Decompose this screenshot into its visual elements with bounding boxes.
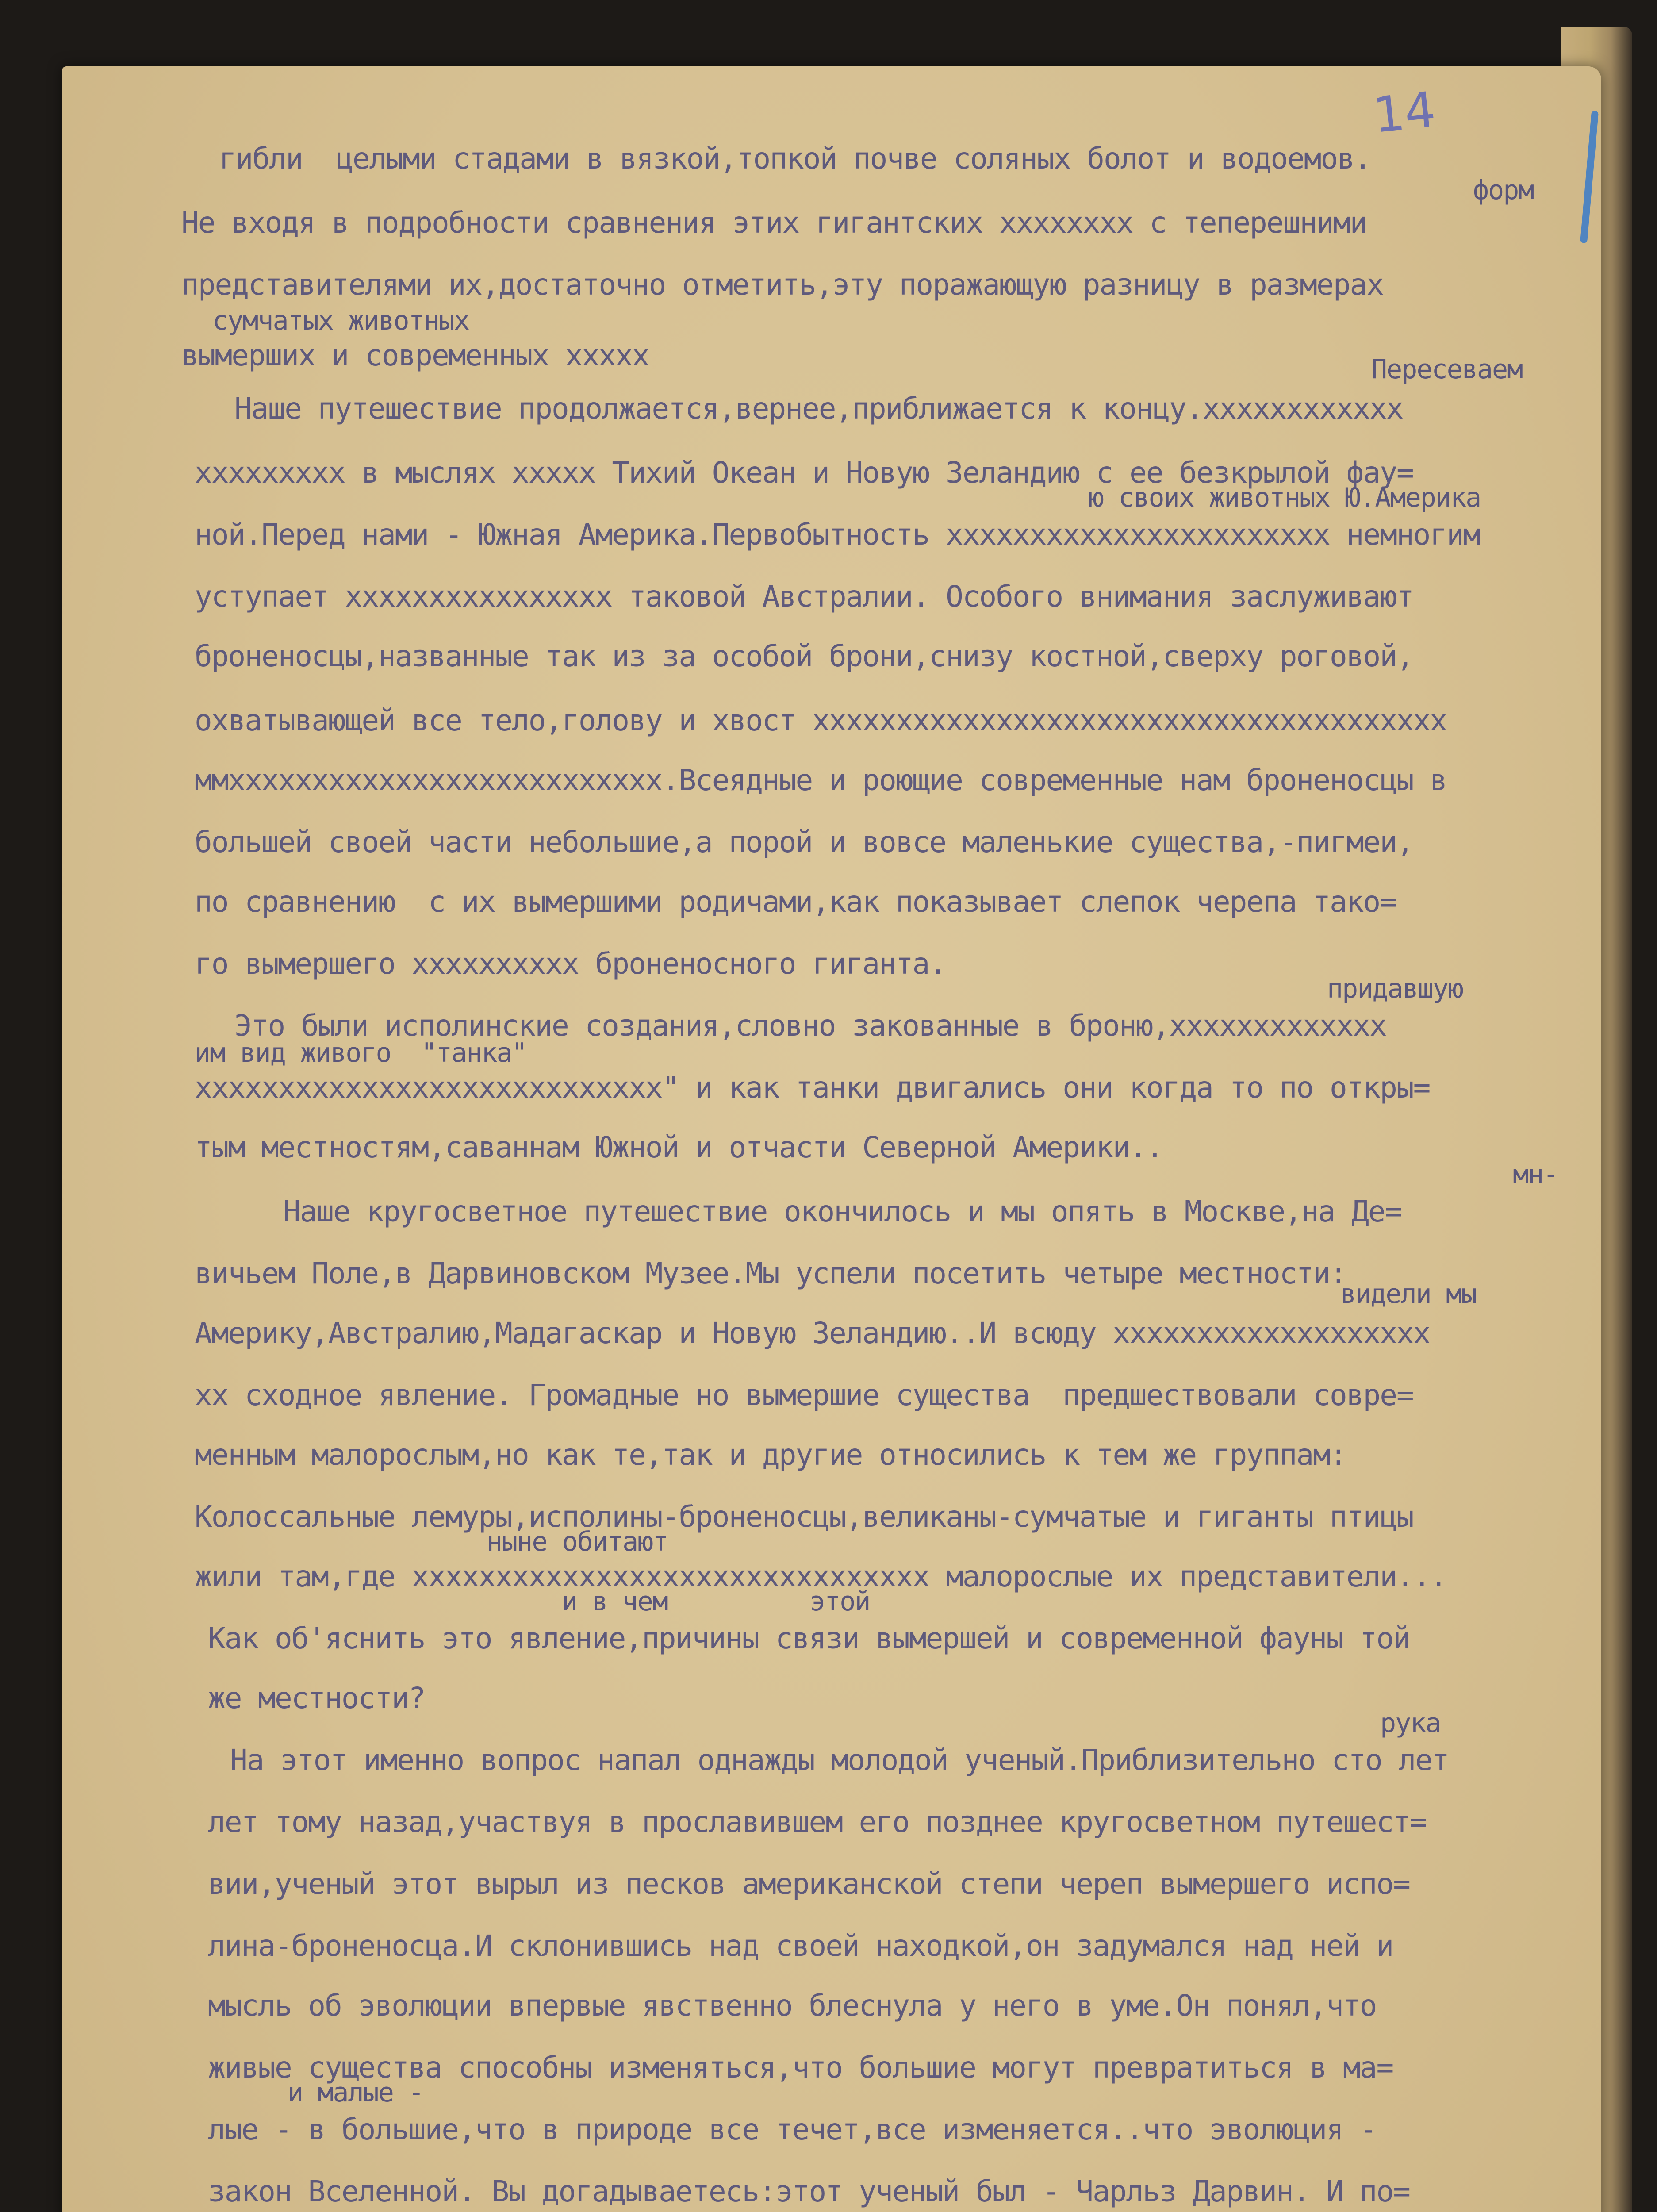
text-line: вичьем Поле,в Дарвиновском Музее.Мы успели посетить четыре местности: — [195, 1256, 1346, 1290]
text-line: Америку,Австралию,Мадагаскар и Новую Зеландию..И всюду ххххххххххххххххххх — [195, 1316, 1430, 1350]
text-line: ммхххххххххххххххххххххххххх.Всеядные и роющие современные нам броненосцы в — [195, 763, 1447, 797]
text-line: закон Вселенной. Вы догадываетесь:этот ученый был - Чарльз Дарвин. И по= — [208, 2174, 1410, 2208]
text-line: броненосцы,названные так из за особой брони,снизу костной,сверху роговой, — [195, 639, 1413, 673]
insertion: ю своих животных Ю.Америка — [1088, 482, 1481, 513]
text-line: ххххххххх в мыслях ххххх Тихий Океан и Новую Зеландию с ее безкрылой фау= — [195, 456, 1413, 490]
text-line: по сравнению с их вымершими родичами,как показывает слепок черепа тако= — [195, 885, 1396, 919]
insertion: и в чем — [562, 1586, 667, 1617]
text-line: Это были исполинские создания,словно закованные в броню,ххххххххххххх — [234, 1009, 1386, 1043]
text-line: Как об'яснить это явление,причины связи вымершей и современной фауны той — [208, 1621, 1410, 1655]
text-line: хххххххххххххххххххххххххххх" и как танки двигались они когда то по откры= — [195, 1071, 1430, 1105]
insertion: видели мы — [1340, 1279, 1477, 1310]
text-line: охватывающей все тело,голову и хвост хххххххххххххххххххххххххххххххххххххх — [195, 703, 1447, 737]
text-line: Наше путешествие продолжается,вернее,приближается к концу.хххххххххххх — [234, 392, 1403, 426]
insertion: рука — [1380, 1708, 1441, 1739]
insertion: придавшую — [1327, 973, 1463, 1004]
insertion: форм — [1473, 175, 1534, 206]
text-line: лина-броненосца.И склонившись над своей находкой,он задумался над ней и — [208, 1929, 1393, 1963]
text-line: Колоссальные лемуры,исполины-броненосцы,великаны-сумчатые и гиганты птицы — [195, 1500, 1413, 1534]
text-line: лые - в большие,что в природе все течет,все изменяется..что эволюция - — [208, 2112, 1377, 2147]
text-line: лет тому назад,участвуя в прославившем его позднее кругосветном путешест= — [208, 1805, 1427, 1839]
text-line: вымерших и современных ххххх — [181, 338, 649, 373]
insertion: этой — [809, 1586, 870, 1617]
text-line: большей своей части небольшие,а порой и вовсе маленькие существа,-пигмеи, — [195, 825, 1413, 859]
text-line: Наше кругосветное путешествие окончилось и мы опять в Москве,на Де= — [283, 1194, 1402, 1229]
insertion: им вид живого "танка" — [195, 1037, 527, 1068]
text-line: го вымершего хххххххххх броненосного гиганта. — [195, 947, 946, 981]
text-line: менным малорослым,но как те,так и другие относились к тем же группам: — [195, 1438, 1346, 1472]
insertion: Пересеваем — [1371, 354, 1523, 385]
text-line: ной.Перед нами - Южная Америка.Первобытность ххххххххххххххххххххххх немногим — [195, 518, 1480, 552]
text-line: мысль об эволюции впервые явственно блеснула у него в уме.Он понял,что — [208, 1989, 1377, 2023]
text-line: тым местностям,саваннам Южной и отчасти Северной Америки.. — [195, 1130, 1163, 1164]
text-line: вии,ученый этот вырыл из песков американской степи череп вымершего испо= — [208, 1867, 1410, 1901]
insertion: сумчатых животных — [212, 305, 469, 336]
text-line: живые существа способны изменяться,что большие могут превратиться в ма= — [208, 2051, 1393, 2085]
page-number: 14 — [1370, 81, 1438, 144]
text-line: На этот именно вопрос напал однажды молодой ученый.Приблизительно сто лет — [230, 1743, 1449, 1777]
text-line: же местности? — [208, 1681, 425, 1715]
insertion: ныне обитают — [487, 1526, 668, 1557]
text-line: хх сходное явление. Громадные но вымершие существа предшествовали совре= — [195, 1378, 1413, 1412]
insertion: мн- — [1513, 1159, 1558, 1190]
text-line: гибли целыми стадами в вязкой,топкой почве соляных болот и водоемов. — [219, 142, 1371, 176]
text-line: представителями их,достаточно отметить,эту поражающую разницу в размерах — [181, 268, 1383, 302]
text-line: Не входя в подробности сравнения этих гигантских хххххххх с теперешними — [181, 206, 1367, 240]
text-line: уступает хххххххххххххххх таковой Австралии. Особого внимания заслуживают — [195, 580, 1413, 614]
text-line: жили там,где ххххххххххххххххххххххххххххххх малорослые их представители... — [195, 1559, 1447, 1594]
insertion: и малые - — [288, 2077, 424, 2108]
